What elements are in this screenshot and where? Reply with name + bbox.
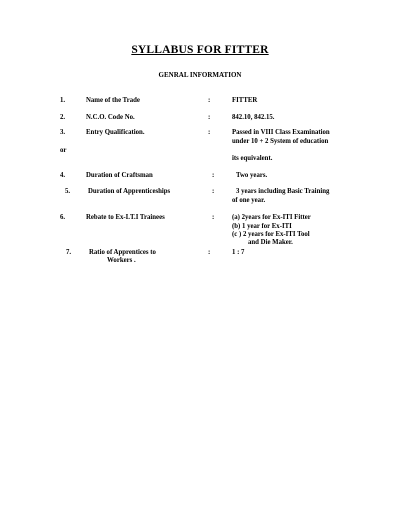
item-separator: : <box>208 97 211 104</box>
section-heading: GENRAL INFORMATION <box>158 71 242 79</box>
item-separator: : <box>212 188 215 195</box>
item-separator: : <box>212 172 215 179</box>
item-number: 5. <box>65 188 71 195</box>
item-number: 2. <box>60 114 66 121</box>
item-label: Workers . <box>107 257 136 264</box>
document-title: SYLLABUS FOR FITTER <box>131 44 269 56</box>
item-value: under 10 + 2 System of education <box>232 138 329 145</box>
item-label: Ratio of Apprentices to <box>89 249 156 256</box>
item-value: Passed in VIII Class Examination <box>232 129 330 136</box>
item-value: (b) 1 year for Ex-ITI <box>232 223 292 230</box>
item-separator: : <box>208 249 211 256</box>
item-number: 3. <box>60 129 66 136</box>
item-value: Two years. <box>236 172 268 179</box>
item-value: (a) 2years for Ex-ITI Fitter <box>232 214 311 221</box>
item-label: Duration of Apprenticeships <box>88 188 171 195</box>
or-label: or <box>60 147 67 154</box>
item-value: 1 : 7 <box>232 249 245 256</box>
item-value: and Die Maker. <box>248 239 293 246</box>
item-value: of one year. <box>232 197 266 204</box>
item-number: 4. <box>60 172 66 179</box>
item-value: 842.10, 842.15. <box>232 114 275 121</box>
item-label: Entry Qualification. <box>86 129 145 136</box>
item-separator: : <box>208 129 211 136</box>
item-separator: : <box>212 214 215 221</box>
item-value: FITTER <box>232 97 258 104</box>
item-value: (c ) 2 years for Ex-ITI Tool <box>232 231 310 238</box>
item-separator: : <box>208 114 211 121</box>
item-number: 6. <box>60 214 66 221</box>
item-label: Name of the Trade <box>86 97 140 104</box>
item-label: Rebate to Ex-I.T.I Trainees <box>86 214 165 221</box>
item-number: 1. <box>60 97 66 104</box>
item-value: 3 years including Basic Training <box>236 188 330 195</box>
item-label: N.C.O. Code No. <box>86 114 135 121</box>
item-value: its equivalent. <box>232 155 273 162</box>
item-number: 7. <box>66 249 72 256</box>
item-label: Duration of Craftsman <box>86 172 153 179</box>
